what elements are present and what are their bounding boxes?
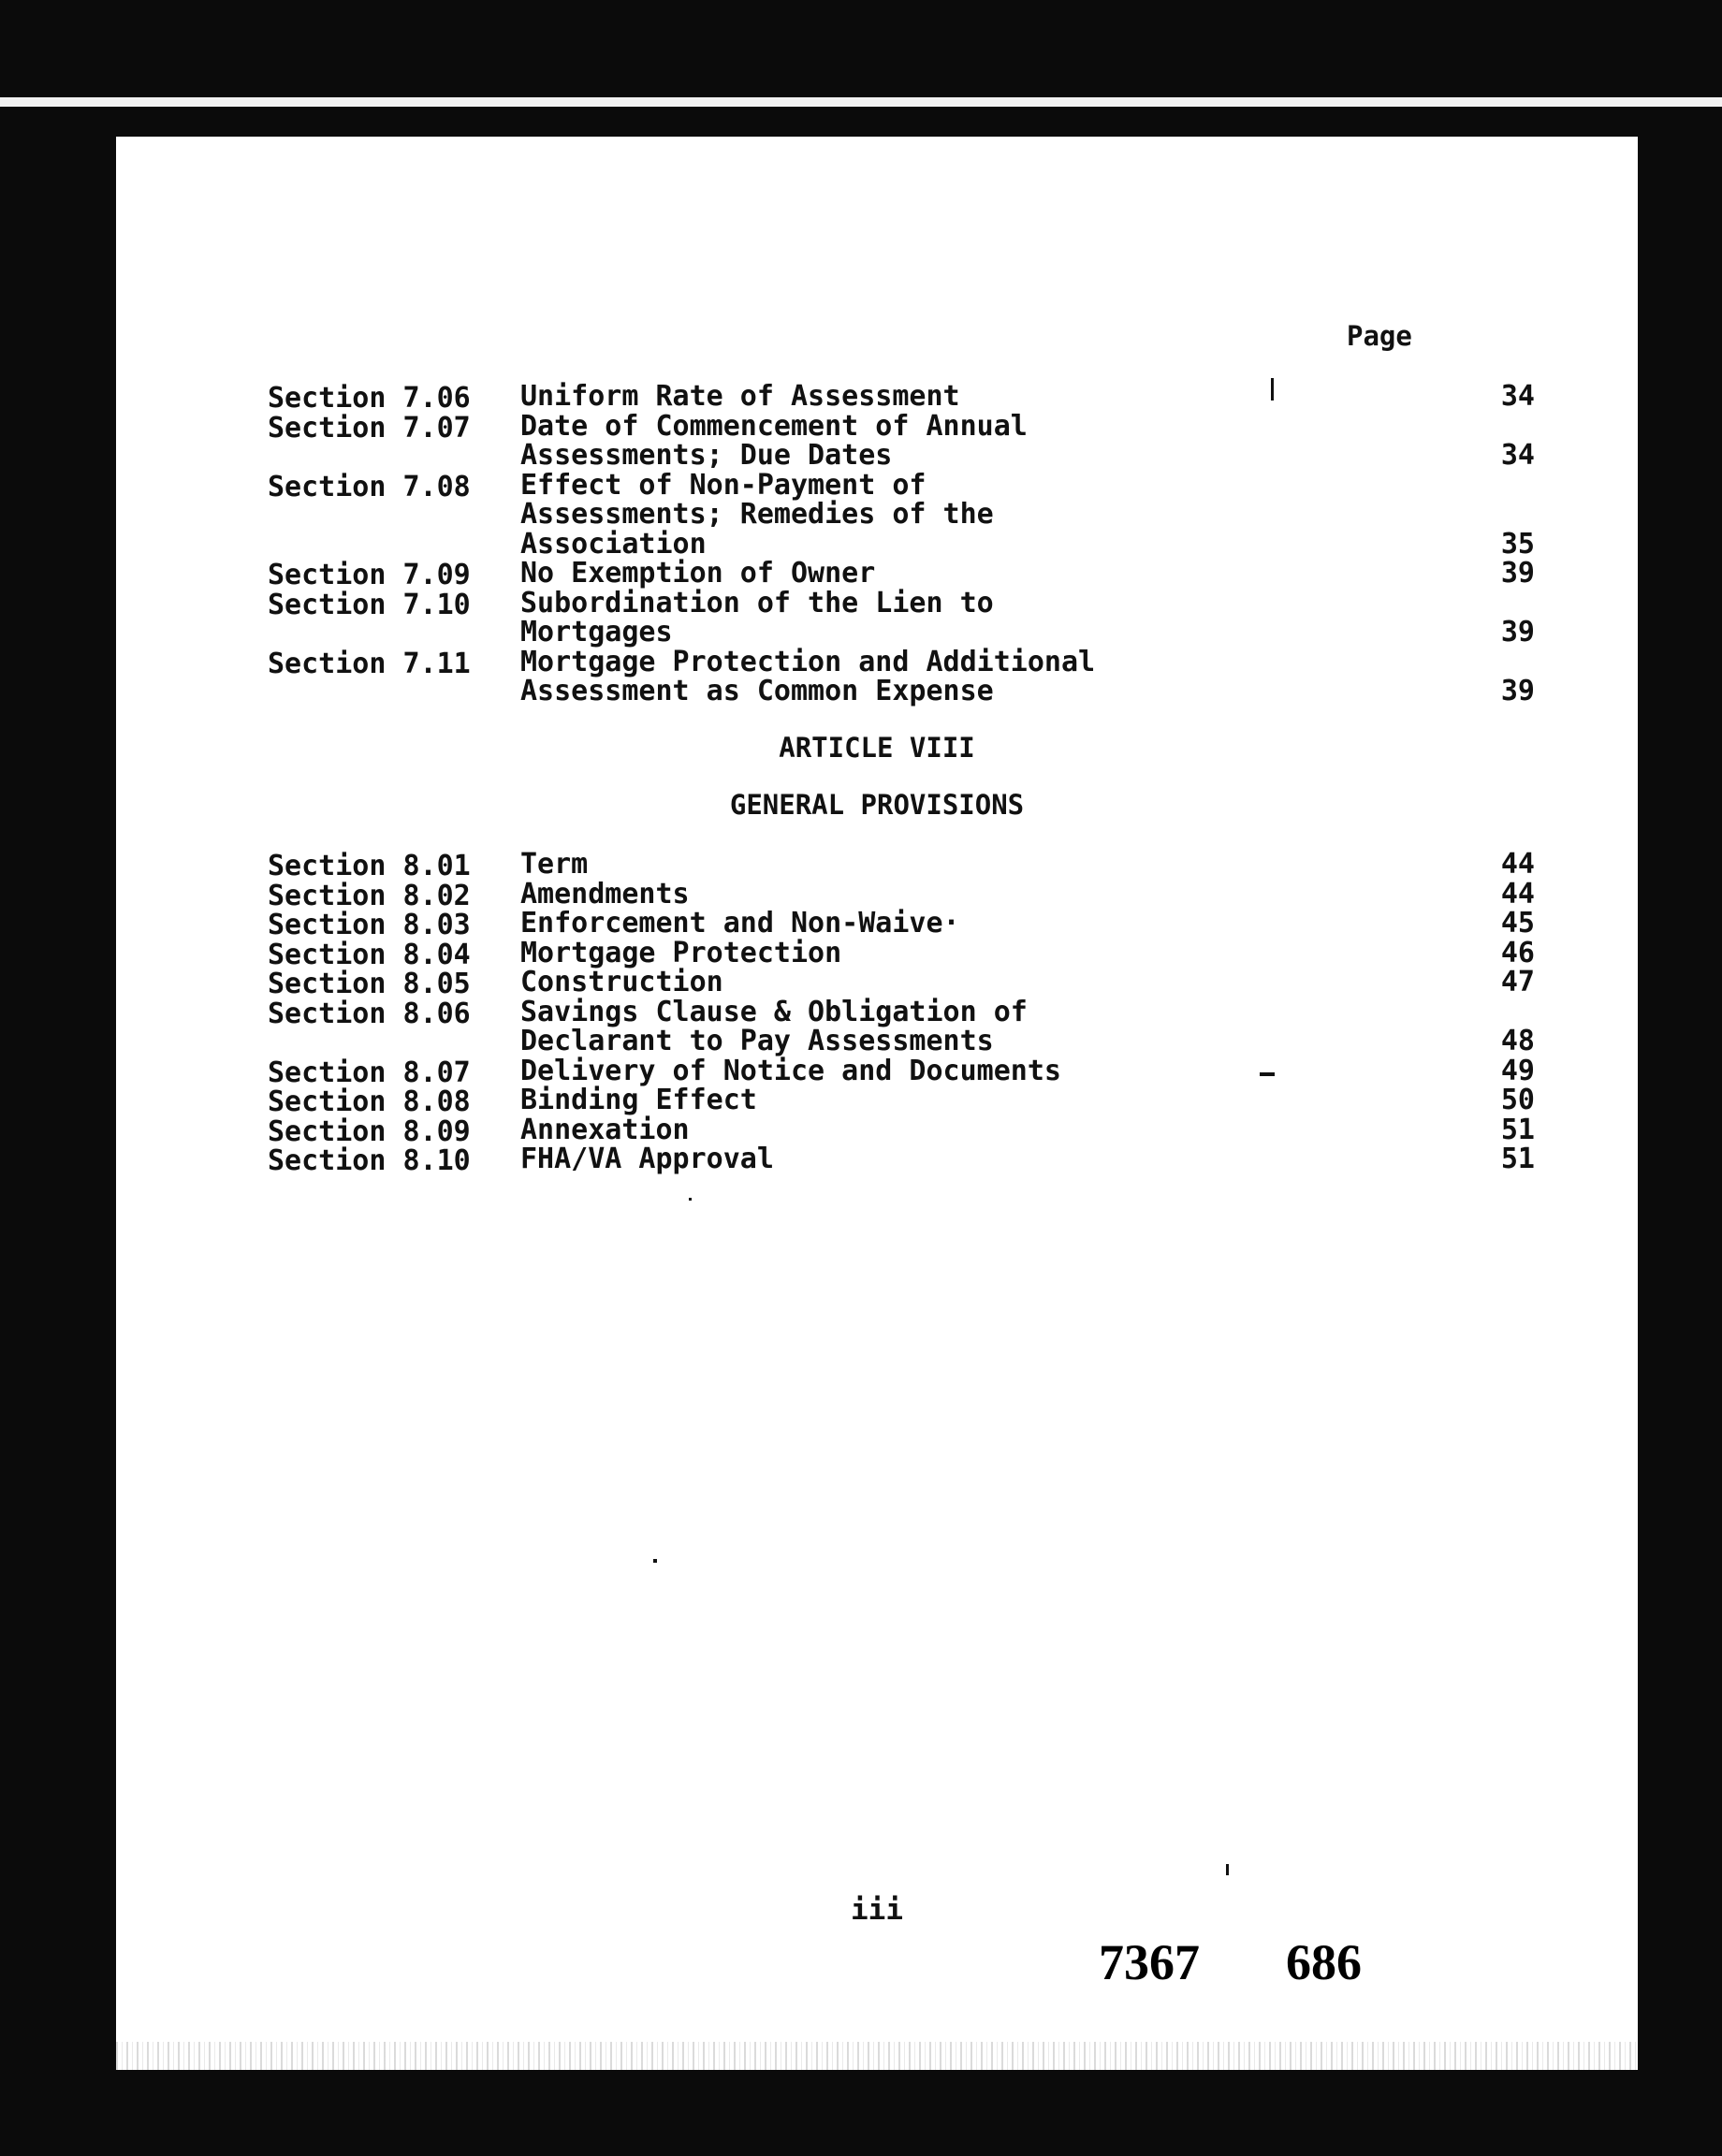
page-number: 44 — [1500, 848, 1535, 881]
section-title-line: Date of Commencement of Annual — [520, 409, 1028, 443]
section-title-line: Construction — [520, 966, 723, 998]
page-number: 48 — [1500, 1025, 1535, 1057]
section-title-line: Mortgages — [520, 616, 673, 648]
article-heading: ARTICLE VIII — [779, 732, 975, 764]
section-number: Section 7.06 — [268, 382, 471, 415]
page-number: 39 — [1500, 675, 1535, 707]
toc-entry — [268, 380, 1559, 415]
toc-entry — [268, 877, 1559, 912]
record-stamp-page: 686 — [1286, 1934, 1362, 1990]
toc-entry — [268, 1143, 1559, 1177]
toc-entry — [268, 468, 1559, 561]
toc-entry — [268, 645, 1559, 707]
section-title — [520, 1144, 1213, 1174]
section-number: Section 8.07 — [268, 1056, 471, 1089]
section-number: Section 7.07 — [268, 411, 471, 444]
page-column-header: Page — [1347, 320, 1412, 352]
section-title-line: Term — [520, 848, 589, 881]
section-title-line: Delivery of Notice and Documents — [520, 1054, 1061, 1087]
page-number: 49 — [1500, 1054, 1535, 1087]
toc-entry — [268, 586, 1559, 648]
section-title — [520, 877, 1213, 910]
scan-speck — [653, 1559, 657, 1563]
section-title-line: Binding Effect — [520, 1084, 757, 1116]
page-number: 50 — [1500, 1084, 1535, 1116]
section-title — [520, 936, 1213, 969]
section-title-line: Declarant to Pay Assessments — [520, 1025, 994, 1057]
section-number: Section 8.10 — [268, 1144, 471, 1177]
section-title — [520, 909, 1213, 939]
page-folio: iii — [851, 1893, 903, 1927]
scan-noise-band — [116, 2042, 1638, 2070]
toc-entry — [268, 995, 1559, 1057]
section-title — [520, 1085, 1213, 1115]
section-title — [520, 409, 1213, 472]
article-subheading: GENERAL PROVISIONS — [729, 789, 1025, 821]
section-title-line: Annexation — [520, 1113, 690, 1146]
section-title-line: Subordination of the Lien to — [520, 586, 994, 619]
section-number: Section 7.08 — [268, 470, 471, 503]
page-number: 45 — [1500, 907, 1535, 940]
toc-entry — [268, 409, 1559, 472]
section-number: Section 8.05 — [268, 968, 471, 1000]
section-title-line: Enforcement and Non-Waive· — [520, 907, 960, 940]
section-title-line: Assessments; Remedies of the — [520, 498, 994, 531]
section-title — [520, 586, 1213, 648]
record-stamp-book: 7367 — [1099, 1934, 1200, 1990]
section-title — [520, 968, 1213, 998]
section-title-line: Savings Clause & Obligation of — [520, 995, 1028, 1028]
page-number: 39 — [1500, 616, 1535, 648]
section-title-line: Amendments — [520, 877, 690, 910]
section-number: Section 8.02 — [268, 879, 471, 912]
section-title-line: No Exemption of Owner — [520, 557, 876, 590]
toc-entry — [268, 1084, 1559, 1118]
section-title — [520, 468, 1213, 561]
section-title — [520, 850, 1213, 880]
section-title-line: Association — [520, 527, 707, 561]
scan-top-rule — [0, 97, 1722, 107]
section-number: Section 8.08 — [268, 1085, 471, 1118]
section-title — [520, 645, 1213, 707]
section-number: Section 8.01 — [268, 850, 471, 882]
section-title — [520, 995, 1213, 1057]
page-number: 44 — [1500, 877, 1535, 910]
page-number: 47 — [1500, 966, 1535, 998]
toc-article-8-list — [268, 848, 1559, 1177]
section-title-line: Effect of Non-Payment of — [520, 468, 927, 502]
document-page — [116, 137, 1638, 2070]
page-number: 39 — [1500, 557, 1535, 590]
scan-speck — [689, 1198, 692, 1201]
section-title — [520, 1115, 1213, 1145]
section-title-line: Assessments; Due Dates — [520, 439, 893, 472]
section-title — [520, 382, 1213, 412]
section-number: Section 8.04 — [268, 938, 471, 971]
toc-entry — [268, 909, 1559, 939]
page-number: 35 — [1500, 527, 1535, 561]
section-number: Section 7.09 — [268, 559, 471, 591]
toc-entry — [268, 1054, 1559, 1089]
scan-speck — [1271, 378, 1274, 401]
section-number: Section 8.03 — [268, 909, 471, 941]
toc-article-7-list — [268, 382, 1559, 707]
page-number: 51 — [1500, 1113, 1535, 1146]
section-title-line: Mortgage Protection and Additional — [520, 645, 1096, 678]
section-title-line: FHA/VA Approval — [520, 1143, 774, 1175]
toc-entry — [268, 559, 1559, 589]
page-number: 34 — [1500, 380, 1535, 413]
toc-entry — [268, 1113, 1559, 1148]
scan-speck — [1260, 1072, 1275, 1076]
section-title-line: Mortgage Protection — [520, 936, 842, 969]
section-number: Section 8.06 — [268, 997, 471, 1030]
section-number: Section 7.11 — [268, 647, 471, 680]
section-number: Section 7.10 — [268, 588, 471, 621]
page-number: 34 — [1500, 439, 1535, 472]
section-title — [520, 559, 1213, 589]
section-title — [520, 1056, 1213, 1086]
toc-entry — [268, 968, 1559, 998]
section-title-line: Uniform Rate of Assessment — [520, 380, 960, 413]
page-number: 51 — [1500, 1143, 1535, 1175]
page-number: 46 — [1500, 936, 1535, 969]
section-title-line: Assessment as Common Expense — [520, 675, 994, 707]
section-number: Section 8.09 — [268, 1114, 471, 1148]
scan-speck — [1226, 1864, 1229, 1875]
toc-entry — [268, 850, 1559, 880]
toc-entry — [268, 936, 1559, 971]
